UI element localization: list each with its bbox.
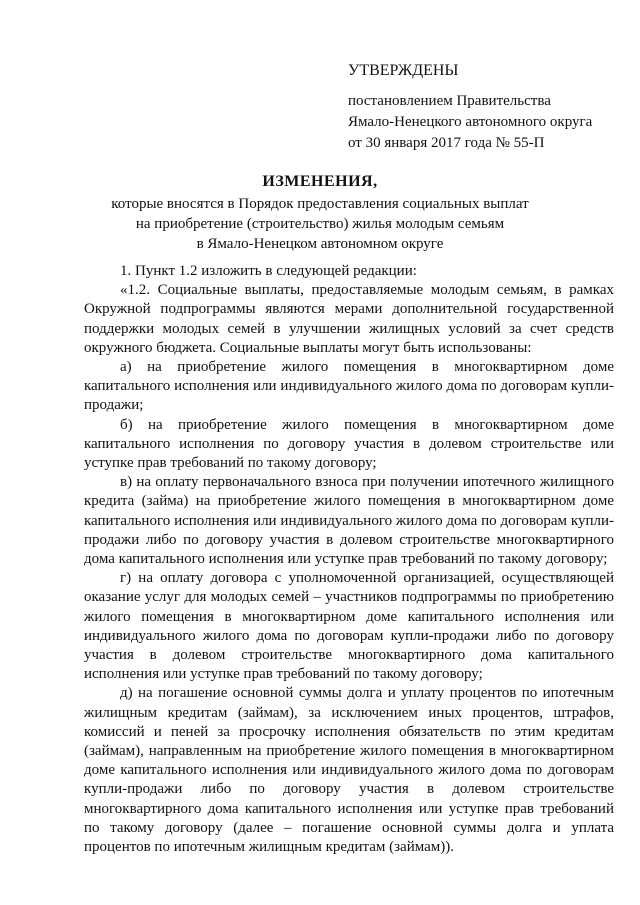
paragraph-subitem-a: а) на приобретение жилого помещения в многоквартирном доме капитального исполнения или индивидуального жилого дома по договорам купли-продажи; — [84, 359, 614, 414]
approval-line-1: постановлением Правительства — [348, 93, 551, 109]
document-body — [84, 262, 614, 857]
paragraph-clause-1-2: «1.2. Социальные выплаты, предоставляемые молодым семьям, в рамках Окружной подпрограммы являются мерами дополнительной государственной поддержки молодых семей в улучшении жилищных условий за счет средств окружного бюджета. Социальные выплаты могут быть использованы: — [84, 282, 614, 356]
document-subtitle-3: в Ямало-Ненецком автономном округе — [196, 236, 444, 252]
document-heading — [60, 172, 580, 254]
paragraph-subitem-b: б) на приобретение жилого помещения в многоквартирном доме капитального исполнения по договору участия в долевом строительстве или уступке прав требований по такому договору; — [84, 416, 614, 472]
paragraph-item-1: 1. Пункт 1.2 изложить в следующей редакции: — [120, 263, 417, 279]
approval-line-2: Ямало-Ненецкого автономного округа — [348, 114, 593, 130]
paragraph-subitem-v: в) на оплату первоначального взноса при получении ипотечного жилищного кредита (займа) на приобретение жилого помещения в многоквартирном доме капитального исполнения или индивидуального жилого дома по договорам купли-продажи либо по договору участия в долевом строительстве многоквартирного дома капитального исполнения или уступке прав требований по такому договору; — [84, 474, 614, 568]
document-subtitle-1: которые вносятся в Порядок предоставления социальных выплат — [111, 196, 529, 212]
approval-block — [348, 60, 628, 154]
paragraph-subitem-d: д) на погашение основной суммы долга и уплату процентов по ипотечным жилищным кредитам (займам), за исключением иных процентов, штрафов, комиссий и пеней за просрочку исполнения обязательств по этим кредитам (займам), направленным на приобретение жилого помещения в многоквартирном доме капитального исполнения или индивидуального жилого дома по договорам купли-продажи либо по договору участия в долевом строительстве многоквартирного дома капитального исполнения или уступке прав требований по такому договору (далее – погашение основной суммы долга и уплата процентов по ипотечным жилищным кредитам (займам)). — [84, 685, 614, 856]
approval-line-3: от 30 января 2017 года № 55-П — [348, 135, 545, 151]
document-title: ИЗМЕНЕНИЯ, — [262, 173, 378, 190]
document-subtitle-2: на приобретение (строительство) жилья молодым семьям — [135, 216, 505, 232]
paragraph-subitem-g: г) на оплату договора с уполномоченной организацией, осуществляющей оказание услуг для молодых семей – участников подпрограммы по приобретению жилого помещения в многоквартирном доме капитального исполнения или индивидуального жилого дома по договорам купли-продажи либо по договору участия в долевом строительстве многоквартирного дома капитального исполнения или уступке прав требований по такому договору; — [84, 570, 614, 683]
approval-title: УТВЕРЖДЕНЫ — [348, 62, 459, 79]
